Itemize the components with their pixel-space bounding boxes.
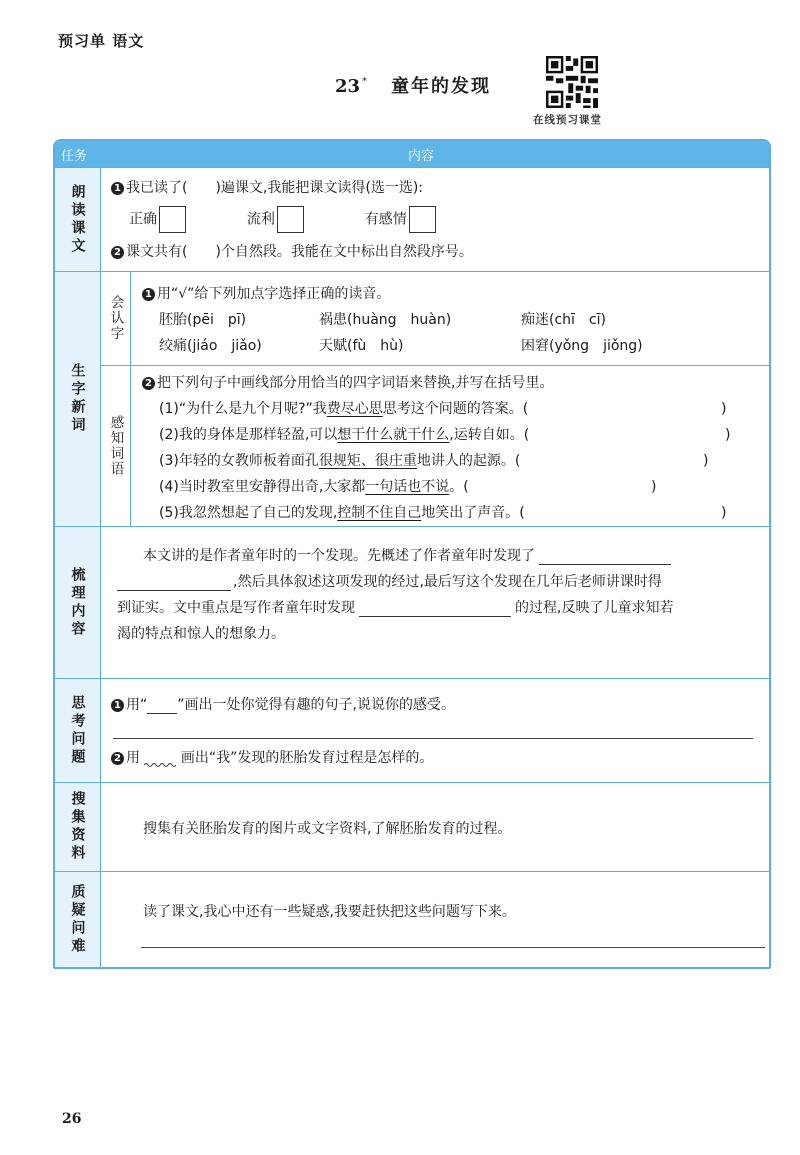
row-head-think: 思考问题: [55, 679, 101, 782]
answer-close: ): [721, 505, 727, 521]
option-fluent-label: 流利: [246, 211, 275, 228]
wavy-line-icon: [144, 755, 176, 767]
qr-code-icon[interactable]: [546, 56, 598, 108]
qr-caption: 在线预习课堂: [533, 114, 602, 126]
outline-line-2: ,然后具体叙述这项发现的经过,最后写这个发现在几年后老师讲课时得: [117, 574, 662, 591]
answer-close: ): [725, 427, 731, 443]
row-head-reading: 朗读课文: [55, 168, 101, 271]
row-head-collect: 搜集资料: [55, 783, 101, 871]
row-think: [55, 678, 769, 782]
underlined-phrase: 控制不住自己: [337, 505, 422, 521]
sentence-5: (5)我忽然想起了自己的发现,控制不住自己地笑出了声音。(: [159, 505, 525, 521]
underlined-phrase: 一句话也不说: [365, 479, 450, 495]
pinyin-item[interactable]: 天赋(fù hù): [319, 338, 404, 354]
row-collect: [55, 782, 769, 871]
option-emotion-label: 有感情: [364, 211, 407, 228]
subhead-words: 感知词语: [101, 365, 131, 527]
row-head-doubt: 质疑问难: [55, 872, 101, 967]
answer-line[interactable]: [113, 738, 753, 739]
reading-line-2: 2 课文共有( )个自然段。我能在文中标出自然段序号。: [111, 244, 473, 261]
option-fluent-checkbox[interactable]: [277, 206, 304, 233]
option-emotion-checkbox[interactable]: [409, 206, 436, 233]
underlined-phrase: 费尽心思: [326, 401, 383, 417]
outline-line-1: 本文讲的是作者童年时的一个发现。先概述了作者童年时发现了: [143, 548, 671, 565]
answer-close: ): [703, 453, 709, 469]
vocab-intro-1: 1 用“√”给下列加点字选择正确的读音。: [142, 286, 390, 303]
answer-close: ): [721, 401, 727, 417]
sentence-4: (4)当时教室里安静得出奇,大家都一句话也不说。(: [159, 479, 469, 495]
answer-line[interactable]: [141, 947, 765, 948]
worksheet-table: [53, 139, 771, 969]
collect-text: 搜集有关胚胎发育的图片或文字资料,了解胚胎发育的过程。: [143, 821, 512, 837]
pinyin-item[interactable]: 祸患(huàng huàn): [319, 312, 452, 328]
pinyin-item[interactable]: 绞痛(jiáo jiǎo): [159, 338, 262, 354]
think-question-2: 2 用 画出“我”发现的胚胎发育过程是怎样的。: [111, 750, 433, 767]
option-correct-checkbox[interactable]: [159, 206, 186, 233]
underlined-phrase: 很规矩、很庄重: [318, 453, 417, 469]
row-outline: [55, 526, 769, 678]
lesson-star: *: [362, 76, 368, 87]
vocab-intro-2: 2 把下列句子中画线部分用恰当的四字词语来替换,并写在括号里。: [142, 375, 553, 392]
row-reading: [55, 167, 769, 271]
row-head-outline: 梳理内容: [55, 527, 101, 678]
blank-input[interactable]: [117, 575, 231, 591]
outline-line-3: 到证实。文中重点是写作者童年时发现 的过程,反映了儿童求知若: [117, 600, 674, 616]
vocab-divider: [131, 365, 769, 366]
underlined-phrase: 想干什么就干什么: [337, 427, 450, 443]
straight-line-sample: [147, 700, 177, 714]
outline-line-4: 渴的特点和惊人的想象力。: [117, 626, 285, 642]
reading-options: [129, 206, 436, 233]
pinyin-item[interactable]: 痴迷(chī cī): [521, 312, 606, 328]
lesson-title: 童年的发现: [391, 76, 492, 97]
blank-input[interactable]: [359, 601, 511, 617]
row-head-vocab: 生字新词: [55, 272, 101, 526]
lesson-number: 23: [335, 76, 361, 97]
lesson-title-group: [335, 72, 491, 98]
subhead-recognize: 会认字: [101, 272, 131, 365]
think-question-1: 1 用“ ”画出一处你觉得有趣的句子,说说你的感受。: [111, 697, 455, 714]
answer-close: ): [651, 479, 657, 495]
header-label: 预习单 语文: [58, 32, 145, 50]
reading-line-1: 1 我已读了( )遍课文,我能把课文读得(选一选):: [111, 180, 423, 197]
option-correct-label: 正确: [129, 211, 157, 228]
sentence-2: (2)我的身体是那样轻盈,可以想干什么就干什么,运转自如。(: [159, 427, 530, 443]
row-doubt: [55, 871, 769, 967]
sentence-1: (1)“为什么是九个月呢?”我费尽心思思考这个问题的答案。(: [159, 401, 529, 417]
column-header-content: 内容: [408, 149, 435, 164]
row-vocab: [55, 271, 769, 526]
page-number: 26: [62, 1111, 82, 1127]
pinyin-item[interactable]: 困窘(yǒng jiǒng): [521, 338, 643, 354]
blank-input[interactable]: [539, 549, 671, 565]
table-header: [55, 141, 769, 167]
doubt-text: 读了课文,我心中还有一些疑惑,我要赶快把这些问题写下来。: [143, 904, 516, 920]
column-header-task: 任务: [61, 149, 88, 164]
sentence-3: (3)年轻的女教师板着面孔很规矩、很庄重地讲人的起源。(: [159, 453, 521, 469]
pinyin-item[interactable]: 胚胎(pēi pī): [159, 312, 247, 328]
